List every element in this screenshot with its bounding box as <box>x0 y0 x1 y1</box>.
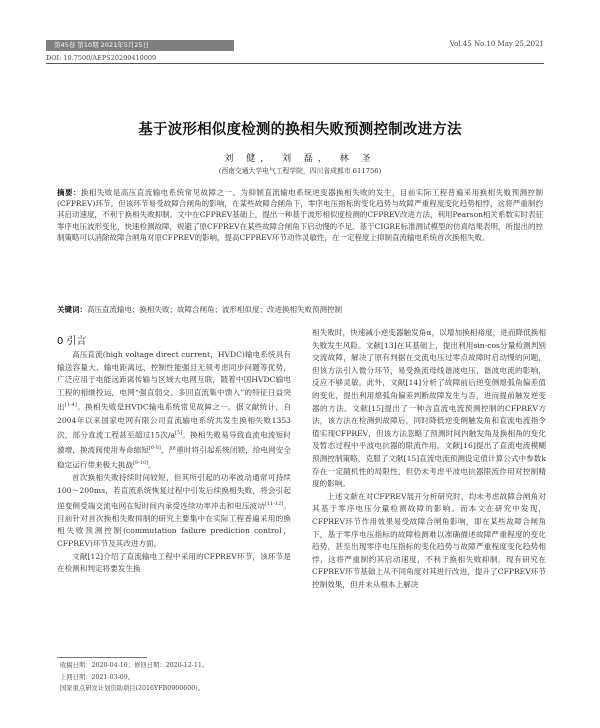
text-run: 首次换相失败持续时间较短，但其所引起的功率波动通常可持续100～200ms，若直流系统恢复过程中引发后续换相失败，将会引起逆变侧受端交流电网在短时间内承受连续功率冲击和电压波动 <box>57 473 291 511</box>
online-date: 上网日期：2021-03-09。 <box>60 673 135 681</box>
paper-title: 基于波形相似度检测的换相失败预测控制改进方法 <box>138 122 462 138</box>
paragraph: 文献[12]介绍了直流输电工程中采用的CFPREV环节，该环节是在检测和判定将要发生换 <box>57 551 291 574</box>
volume-badge: 第45卷 第10期 2021年5月25日 <box>46 40 234 51</box>
affiliation: (西南交通大学电气工程学院，四川省成都市 611756) <box>218 167 382 175</box>
text-run: 。换相失败是HVDC输电系统常见故障之一。据文献统计，自2004年以来国家电网有限公司直流输电系统共发生换相失败1353次，部分直流工程甚至超过15次/a <box>57 402 291 440</box>
paragraph: 相失败时，快速减小逆变器触发角α，以增加换相裕度，进而降低换相失败发生风险。文献[13]在其基础上，提出利用sin-cos分量检测判别交流故障，解决了原有判据在交流电压过零点故障时启动慢的问题，但该方法引入微分环节，易受换流母线谐波电压、谐波电流的影响，反应不够灵敏。此外，文献[14]分析了故障前后逆变侧熄弧角偏差值的变化，提出利用熄弧角偏差判断故障发生与否，进而提前触发逆变器的方法。文献[15]提出了一种含直流电流预测控制的CFPREV方法，该方法在检测到故障后，同时降低逆变侧触发角和直流电流指令值实现CFPREV，但该方法忽略了预测时间内触发角及换相角的变化及暂态过程中平波电抗器的限流作用。文献[16]提出了直流电流模糊预测控制策略，克服了文献[15]直流电流预测设定值计算公式中参数k存在一定随机性的局限性，但仍未考虑平波电抗器限流作用对控制精度的影响。 <box>312 328 546 489</box>
citation: [6-8] <box>148 445 161 452</box>
header-rule <box>46 63 544 64</box>
keywords-text: 高压直流输电；换相失败；故障合闸角；波形相似度；改进换相失败预测控制 <box>87 305 342 314</box>
journal-header <box>0 0 600 62</box>
right-column <box>312 327 546 591</box>
volume-english: Vol.45 No.10 May 25,2021 <box>449 40 544 48</box>
text-run: 高压直流(high voltage direct current，HVDC)输电系统具有输送容量大、输电距离远、控制性能强且无须考虑同步问题等优势，广泛应用于电能远距离传输与区域大电网互联，随着中国HVDC输电工程的相继投运，电网“强直弱交、多回直流集中馈入”的特征日益突出 <box>57 350 291 412</box>
text-run: 。目前针对首次换相失败抑制的研究主要集中在实际工程普遍采用的换相失败预测控制(commutation failure prediction control，CFPREV)环节及其改进方面。 <box>57 501 291 548</box>
citation: [11-12] <box>264 500 284 507</box>
paragraph <box>57 349 291 472</box>
text-run: ，严重时将引起系统闭锁，给电网安全稳定运行带来极大挑战 <box>57 445 292 470</box>
doi: DOI: 10.7500/AEPS20200410009 <box>46 54 157 62</box>
abstract-text: 换相失败是高压直流输电系统常见故障之一。为抑制直流输电系统逆变器换相失败的发生，目前实际工程普遍采用换相失败预测控制(CFPREV)环节。但该环节易受故障合闸角的影响，在某些故障合闸角下，零序电压指标的变化趋势与故障严重程度变化趋势相悖，这将严重制约其启动速度，不利于换相失败抑制。文中在CFPREV基础上，提出一种基于波形相似度检测的CFPREV改进方法，利用Pearson相关系数实时表征零序电压波形变化，快速检测故障，规避了原CFPREV在某些故障合闸角下启动慢的不足。基于CIGRE标准测试模型的仿真结果表明，所提出的控制策略可以消除故障合闸角对原CFPREV的影响，提高CFPREV环节动作灵敏性，在一定程度上抑制直流输电系统首次换相失败。 <box>57 188 544 242</box>
authors: 刘 健， 刘 磊， 林 圣 <box>224 154 376 164</box>
text-run: 。换相失败易导致直流电流短时激增，换流阀使用寿命缩短 <box>57 430 291 455</box>
paragraph <box>57 472 291 550</box>
citation: [5] <box>175 430 183 437</box>
footnote-rule <box>57 657 147 658</box>
abstract <box>57 187 543 243</box>
received-date: 收稿日期：2020-04-10；修回日期：2020-12-11。 <box>60 662 209 669</box>
citation: [1-4] <box>64 402 77 409</box>
left-column <box>57 349 291 576</box>
fund-note: 国家重点研发计划资助项目(2016YFB0900600)。 <box>60 685 204 692</box>
citation: [9-10] <box>132 460 149 467</box>
keywords-label: 关键词： <box>57 305 87 314</box>
footnotes <box>60 660 294 695</box>
abstract-label: 摘要： <box>57 188 81 197</box>
paragraph: 上述文献在对CFPREV展开分析研究时，均未考虑故障合闸角对其基于零序电压分量检测故障的影响。而本文在研究中发现，CFPREV环节作用效果易受故障合闸角影响，即在某些故障合闸角下，基于零序电压指标的故障检测难以准确描述故障严重程度的变化趋势，甚至出现零序电压指标的变化趋势与故障严重程度变化趋势相悖，这将严重制约其启动速度，不利于换相失败抑制。现有研究在CFPREV环节基础上从不同角度对其进行改进，提升了CFPREV环节控制效果，但并未从根本上解决 <box>312 491 546 589</box>
section-heading: 0 引言 <box>57 336 87 347</box>
text-run: 。 <box>148 460 156 470</box>
keywords <box>57 304 543 315</box>
